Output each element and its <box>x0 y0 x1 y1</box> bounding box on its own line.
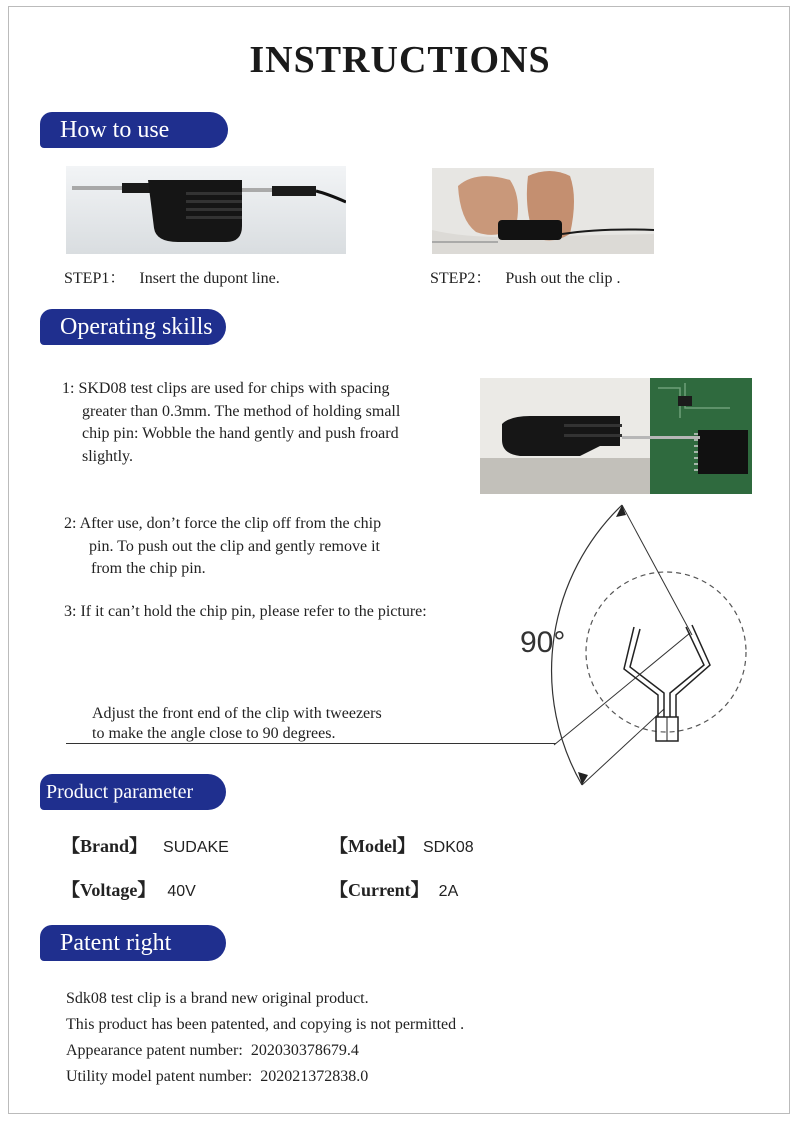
skill-item-1-line: slightly. <box>82 447 133 465</box>
param-voltage <box>62 876 196 902</box>
param-voltage-label: 【Voltage】 <box>62 880 156 900</box>
param-brand <box>62 832 229 858</box>
section-patent-right: Patent right <box>40 925 226 961</box>
param-brand-value: SUDAKE <box>163 839 229 856</box>
skill-item-1-line: SKD08 test clips are used for chips with spacing <box>78 380 390 397</box>
param-model-value: SDK08 <box>423 839 474 856</box>
step2-text: Push out the clip . <box>505 270 621 287</box>
skill-item-1-line: chip pin: Wobble the hand gently and push froard <box>82 425 399 442</box>
patent-line: This product has been patented, and copying is not permitted . <box>66 1016 465 1033</box>
skill-item-2-line: After use, don’t force the clip off from the chip <box>79 515 382 532</box>
pcb-photo <box>480 378 752 494</box>
appearance-patent-label: Appearance patent number: <box>66 1042 243 1059</box>
step1-label: STEP1： <box>64 270 126 287</box>
section-product-parameter: Product parameter <box>40 774 226 810</box>
step2-label: STEP2： <box>430 270 492 287</box>
patent-line: Sdk08 test clip is a brand new original product. <box>66 990 369 1007</box>
section-operating-skills: Operating skills <box>40 309 226 345</box>
param-current-value: 2A <box>438 883 459 900</box>
skill-item-2-number: 2: <box>64 515 77 532</box>
skill-item-3-number: 3: <box>64 603 77 620</box>
utility-patent-number: 202021372838.0 <box>260 1068 369 1085</box>
skill-item-2-line: pin. To push out the clip and gently remove it <box>89 537 380 555</box>
adjust-note <box>92 704 512 744</box>
skill-item-3-text: If it can’t hold the chip pin, please refer to the picture: <box>80 603 427 620</box>
skill-item-1-number: 1: <box>62 380 75 397</box>
skill-item-1 <box>62 378 482 468</box>
skill-item-2-line: from the chip pin. <box>91 560 206 577</box>
appearance-patent <box>66 1042 359 1060</box>
adjust-note-underline <box>66 743 556 744</box>
param-current-label: 【Current】 <box>330 880 429 900</box>
page-title: INSTRUCTIONS <box>249 39 551 81</box>
skill-item-2 <box>64 513 504 581</box>
param-model <box>330 832 474 858</box>
step1-photo <box>66 166 346 254</box>
utility-patent-label: Utility model patent number: <box>66 1068 253 1085</box>
adjust-note-line: Adjust the front end of the clip with tweezers <box>92 705 382 722</box>
param-current <box>330 876 458 902</box>
step1-caption <box>64 265 280 288</box>
param-voltage-value: 40V <box>167 883 196 900</box>
param-model-label: 【Model】 <box>330 836 415 856</box>
adjust-note-line: to make the angle close to 90 degrees. <box>92 725 336 742</box>
step2-caption <box>430 265 620 288</box>
section-how-to-use: How to use <box>40 112 228 148</box>
utility-patent <box>66 1068 368 1086</box>
skill-item-1-line: greater than 0.3mm. The method of holding small <box>82 402 401 420</box>
step1-text: Insert the dupont line. <box>139 270 280 287</box>
param-brand-label: 【Brand】 <box>62 836 148 856</box>
appearance-patent-number: 202030378679.4 <box>250 1042 359 1059</box>
angle-diagram <box>440 495 770 795</box>
step2-photo <box>432 168 654 254</box>
angle-label: 90° <box>520 626 566 659</box>
